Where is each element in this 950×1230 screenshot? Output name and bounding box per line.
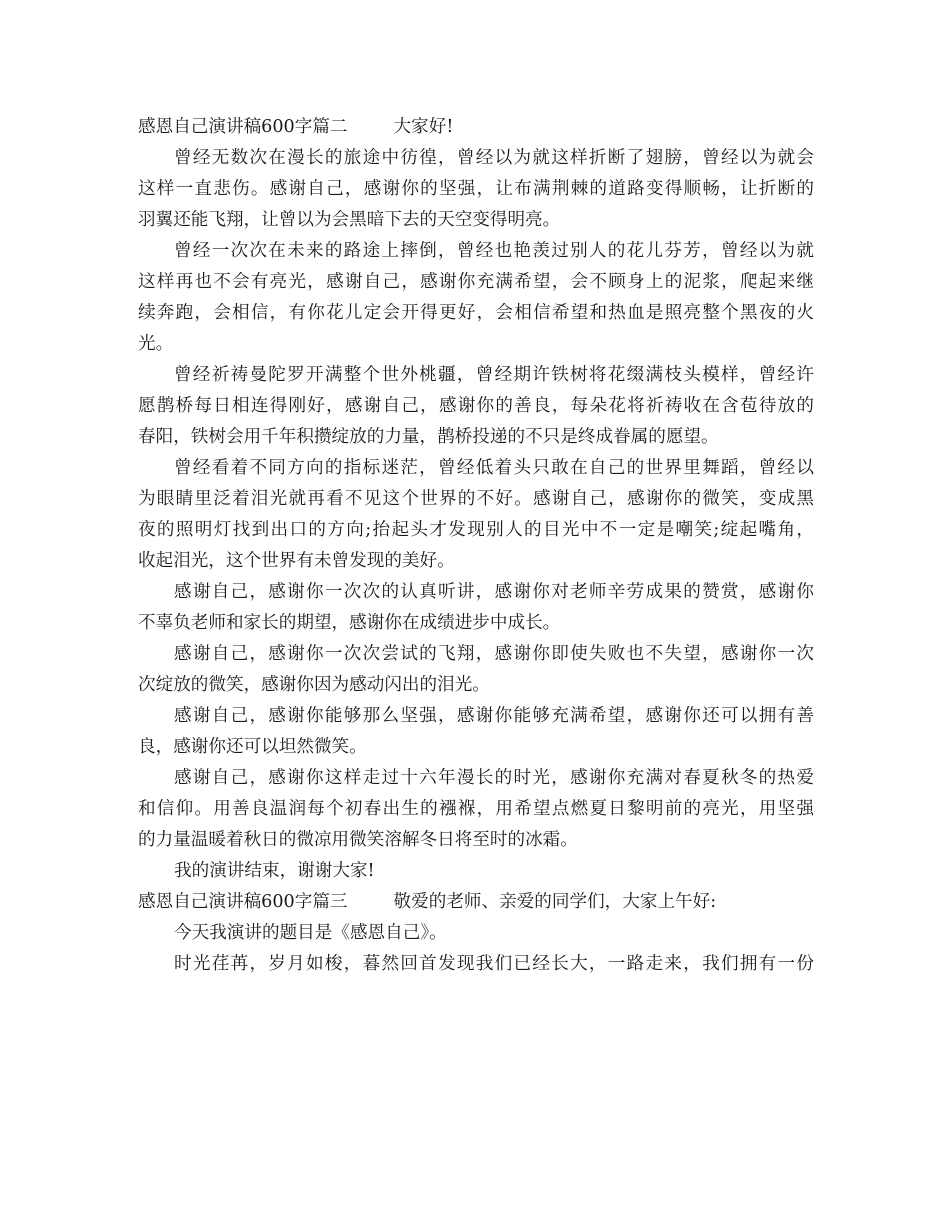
paragraph-line: 曾经看着不同方向的指标迷茫，曾经低着头只敢在自己的世界里舞蹈，曾经以 (174, 458, 814, 478)
paragraph-line: 曾经一次次在未来的路途上摔倒，曾经也艳羡过别人的花儿芬芳，曾经以为就 (174, 241, 814, 261)
paragraph-line: 感谢自己，感谢你一次次尝试的飞翔，感谢你即使失败也不失望，感谢你一次 (174, 644, 814, 664)
paragraph-line: 这样一直悲伤。感谢自己，感谢你的坚强，让布满荆棘的道路变得顺畅，让折断的 (138, 179, 814, 199)
paragraph-line: 和信仰。用善良温润每个初春出生的襁褓，用希望点燃夏日黎明前的亮光，用坚强 (138, 799, 814, 819)
paragraph-line: 续奔跑，会相信，有你花儿定会开得更好，会相信希望和热血是照亮整个黑夜的火 (138, 303, 814, 323)
greeting-text: 大家好! (393, 117, 454, 137)
paragraph-line: 时光荏苒，岁月如梭，暮然回首发现我们已经长大，一路走来，我们拥有一份 (174, 954, 814, 974)
paragraph-line: 感谢自己，感谢你一次次的认真听讲，感谢你对老师辛劳成果的赞赏，感谢你 (174, 582, 814, 602)
paragraph-line: 羽翼还能飞翔，让曾以为会黑暗下去的天空变得明亮。 (138, 210, 561, 230)
paragraph-line: 的力量温暖着秋日的微凉用微笑溶解冬日将至时的冰霜。 (138, 830, 578, 850)
paragraph-line: 不辜负老师和家长的期望，感谢你在成绩进步中成长。 (138, 613, 561, 633)
paragraph-line: 感谢自己，感谢你这样走过十六年漫长的时光，感谢你充满对春夏秋冬的热爱 (174, 768, 814, 788)
paragraph-line: 次绽放的微笑，感谢你因为感动闪出的泪光。 (138, 675, 490, 695)
paragraph-line: 这样再也不会有亮光，感谢自己，感谢你充满希望，会不顾身上的泥浆，爬起来继 (138, 272, 814, 292)
section-title: 感恩自己演讲稿600字篇二 (138, 117, 348, 137)
paragraph-line: 夜的照明灯找到出口的方向;抬起头才发现别人的目光中不一定是嘲笑;绽起嘴角， (138, 520, 814, 540)
paragraph-line: 春阳，铁树会用千年积攒绽放的力量，鹊桥投递的不只是终成眷属的愿望。 (138, 427, 719, 447)
paragraph-line: 收起泪光，这个世界有未曾发现的美好。 (138, 551, 455, 571)
paragraph-line: 我的演讲结束，谢谢大家! (174, 861, 375, 881)
paragraph-line: 良，感谢你还可以坦然微笑。 (138, 737, 367, 757)
document-page (138, 112, 814, 980)
paragraph-line: 曾经无数次在漫长的旅途中彷徨，曾经以为就这样折断了翅膀，曾经以为就会 (174, 148, 814, 168)
paragraph-line: 感谢自己，感谢你能够那么坚强，感谢你能够充满希望，感谢你还可以拥有善 (174, 706, 814, 726)
paragraph-line: 曾经祈祷曼陀罗开满整个世外桃疆，曾经期许铁树将花缀满枝头模样，曾经许 (174, 365, 814, 385)
section-heading-line (138, 887, 814, 918)
paragraph-line: 愿鹊桥每日相连得刚好，感谢自己，感谢你的善良，每朵花将祈祷收在含苞待放的 (138, 396, 814, 416)
section-heading-line (138, 112, 814, 143)
paragraph-line: 光。 (138, 334, 174, 354)
section-title: 感恩自己演讲稿600字篇三 (138, 892, 348, 912)
paragraph-line: 为眼睛里泛着泪光就再看不见这个世界的不好。感谢自己，感谢你的微笑，变成黑 (138, 489, 814, 509)
greeting-text: 敬爱的老师、亲爱的同学们，大家上午好: (393, 892, 717, 912)
paragraph-line: 今天我演讲的题目是《感恩自己》。 (174, 923, 447, 943)
